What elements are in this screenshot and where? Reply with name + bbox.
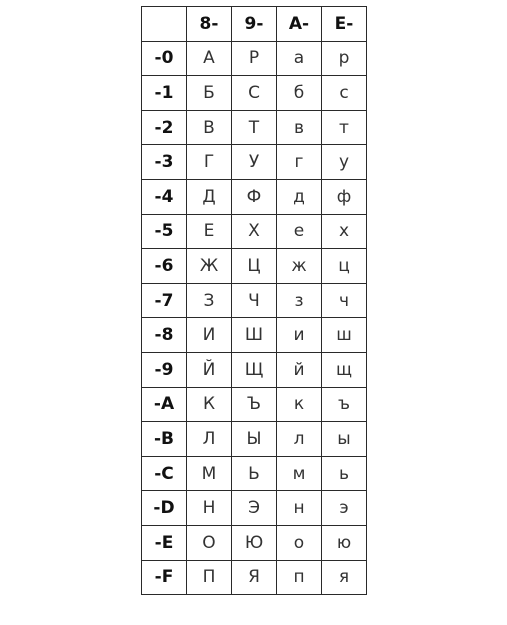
glyph-cell: ф	[322, 179, 367, 214]
corner-cell	[142, 7, 187, 42]
glyph-cell: я	[322, 560, 367, 595]
glyph-cell: Ц	[232, 249, 277, 284]
glyph-cell: р	[322, 41, 367, 76]
glyph-cell: Б	[187, 76, 232, 111]
table-row	[142, 352, 367, 387]
glyph-cell: Г	[187, 145, 232, 180]
glyph-cell: Р	[232, 41, 277, 76]
table-row	[142, 249, 367, 284]
table-row	[142, 76, 367, 111]
table-row	[142, 110, 367, 145]
glyph-cell: е	[277, 214, 322, 249]
glyph-cell: И	[187, 318, 232, 353]
glyph-cell: х	[322, 214, 367, 249]
glyph-cell: л	[277, 422, 322, 457]
glyph-cell: г	[277, 145, 322, 180]
table-row	[142, 214, 367, 249]
glyph-cell: ь	[322, 456, 367, 491]
glyph-cell: т	[322, 110, 367, 145]
glyph-cell: Щ	[232, 352, 277, 387]
row-header: -B	[142, 422, 187, 457]
row-header: -8	[142, 318, 187, 353]
table-row	[142, 525, 367, 560]
glyph-cell: П	[187, 560, 232, 595]
glyph-cell: Ш	[232, 318, 277, 353]
glyph-cell: М	[187, 456, 232, 491]
glyph-cell: э	[322, 491, 367, 526]
glyph-cell: к	[277, 387, 322, 422]
table-row	[142, 456, 367, 491]
glyph-cell: м	[277, 456, 322, 491]
glyph-cell: О	[187, 525, 232, 560]
table-row	[142, 318, 367, 353]
row-header: -7	[142, 283, 187, 318]
glyph-cell: б	[277, 76, 322, 111]
column-header-e: E-	[322, 7, 367, 42]
column-header-9: 9-	[232, 7, 277, 42]
glyph-cell: д	[277, 179, 322, 214]
column-header-a: A-	[277, 7, 322, 42]
glyph-cell: В	[187, 110, 232, 145]
glyph-cell: а	[277, 41, 322, 76]
glyph-cell: ц	[322, 249, 367, 284]
glyph-cell: ш	[322, 318, 367, 353]
row-header: -D	[142, 491, 187, 526]
glyph-cell: ы	[322, 422, 367, 457]
glyph-cell: К	[187, 387, 232, 422]
glyph-cell: щ	[322, 352, 367, 387]
row-header: -F	[142, 560, 187, 595]
table-row	[142, 387, 367, 422]
glyph-cell: Т	[232, 110, 277, 145]
glyph-cell: в	[277, 110, 322, 145]
glyph-cell: и	[277, 318, 322, 353]
row-header: -9	[142, 352, 187, 387]
row-header: -1	[142, 76, 187, 111]
glyph-cell: Ж	[187, 249, 232, 284]
glyph-cell: ж	[277, 249, 322, 284]
glyph-cell: Н	[187, 491, 232, 526]
table-row	[142, 145, 367, 180]
table-body	[142, 41, 367, 595]
glyph-cell: й	[277, 352, 322, 387]
glyph-cell: Ъ	[232, 387, 277, 422]
table-row	[142, 491, 367, 526]
glyph-cell: Ч	[232, 283, 277, 318]
glyph-cell: У	[232, 145, 277, 180]
row-header: -2	[142, 110, 187, 145]
glyph-cell: ю	[322, 525, 367, 560]
row-header: -5	[142, 214, 187, 249]
glyph-cell: Е	[187, 214, 232, 249]
row-header: -A	[142, 387, 187, 422]
glyph-cell: Ф	[232, 179, 277, 214]
glyph-cell: п	[277, 560, 322, 595]
row-header: -E	[142, 525, 187, 560]
header-row	[142, 7, 367, 42]
table-row	[142, 560, 367, 595]
table-row	[142, 41, 367, 76]
glyph-cell: у	[322, 145, 367, 180]
glyph-cell: Ь	[232, 456, 277, 491]
code-page-table	[141, 6, 367, 595]
column-header-8: 8-	[187, 7, 232, 42]
table-row	[142, 422, 367, 457]
glyph-cell: Й	[187, 352, 232, 387]
row-header: -C	[142, 456, 187, 491]
glyph-cell: З	[187, 283, 232, 318]
row-header: -4	[142, 179, 187, 214]
glyph-cell: Э	[232, 491, 277, 526]
glyph-cell: н	[277, 491, 322, 526]
glyph-cell: ч	[322, 283, 367, 318]
glyph-cell: Я	[232, 560, 277, 595]
row-header: -6	[142, 249, 187, 284]
glyph-cell: Д	[187, 179, 232, 214]
glyph-cell: Ы	[232, 422, 277, 457]
glyph-cell: Ю	[232, 525, 277, 560]
glyph-cell: о	[277, 525, 322, 560]
glyph-cell: Л	[187, 422, 232, 457]
glyph-cell: С	[232, 76, 277, 111]
glyph-cell: А	[187, 41, 232, 76]
table-row	[142, 179, 367, 214]
glyph-cell: с	[322, 76, 367, 111]
row-header: -0	[142, 41, 187, 76]
table-row	[142, 283, 367, 318]
glyph-cell: Х	[232, 214, 277, 249]
row-header: -3	[142, 145, 187, 180]
glyph-cell: з	[277, 283, 322, 318]
glyph-cell: ъ	[322, 387, 367, 422]
